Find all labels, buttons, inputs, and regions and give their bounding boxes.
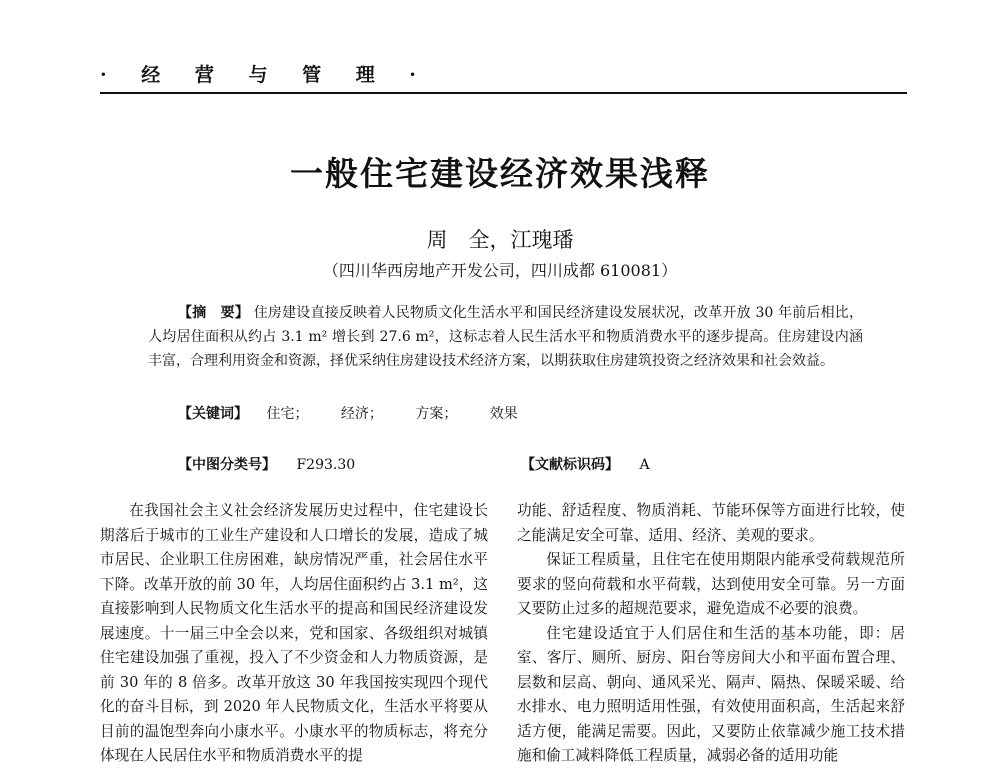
header-divider	[100, 92, 907, 94]
document-code-label: 【文献标识码】	[521, 457, 619, 473]
body-paragraph: 住宅建设适宜于人们居住和生活的基本功能，即：居室、客厅、厕所、厨房、阳台等房间大小和平面布置合理、层数和层高、朝向、通风采光、隔声、隔热、保暖采暖、给水排水、电力照明适用性强，有效使用面积高，生活起来舒适方便，能满足需要。因此，又要防止依靠减少施工技术措施和偷工减料降低工程质量，减弱必备的适用功能	[517, 624, 905, 764]
journal-section-header: · 经 营 与 管 理 ·	[100, 64, 430, 86]
body-left-column	[100, 499, 488, 769]
keyword-item: 方案；	[415, 406, 458, 422]
keywords-label: 【关键词】	[178, 406, 248, 422]
classification-label: 【中图分类号】	[178, 457, 276, 473]
keyword-item: 经济；	[340, 406, 383, 422]
keyword-item: 住宅；	[266, 406, 309, 422]
keyword-item: 效果	[489, 406, 518, 422]
abstract-text: 住房建设直接反映着人民物质文化生活水平和国民经济建设发展状况，改革开放 30 年前后相比，人均居住面积从约占 3.1 m² 增长到 27.6 m²，这标志着人民生活水平和物质消费水平的逐步提高。住房建设内涵丰富，合理利用资金和资源，择优采纳住房建设技术经济方案，以期获取住房建筑投资之经济效果和社会效益。	[148, 305, 863, 369]
body-right-column	[517, 499, 905, 769]
body-paragraph: 在我国社会主义社会经济发展历史过程中，住宅建设长期落后于城市的工业生产建设和人口增长的发展，造成了城市居民、企业职工住房困难，缺房情况严重，社会居住水平下降。改革开放的前 30 年，人均居住面积约占 3.1 m²，这直接影响到人民物质文化生活水平的提高和国民经济建设发展速度。十一届三中全会以来，党和国家、各级组织对城镇住宅建设加强了重视，投入了不少资金和人力物质资源，是前 30 年的 8 倍多。改革开放这 30 年我国按实现四个现代化的奋斗目标，到 2020 年人民物质文化，生活水平将要从目前的温饱型奔向小康水平。小康水平的物质标志，将充分体现在人民居住水平和物质消费水平的提	[100, 502, 488, 764]
document-code	[521, 454, 650, 474]
author-affiliation: （四川华西房地产开发公司，四川成都 610081）	[322, 261, 678, 280]
document-code-value: A	[639, 457, 650, 473]
body-paragraph: 保证工程质量，且住宅在使用期限内能承受荷载规范所要求的竖向荷载和水平荷载，达到使用安全可靠。另一方面又要防止过多的超规范要求，避免造成不必要的浪费。	[517, 551, 905, 617]
classification-value: F293.30	[296, 457, 356, 473]
body-paragraph: 功能、舒适程度、物质消耗、节能环保等方面进行比较，使之能满足安全可靠、适用、经济、美观的要求。	[517, 502, 905, 544]
abstract-label: 【摘 要】	[178, 305, 250, 321]
keywords	[178, 403, 532, 423]
classification-number	[178, 454, 355, 474]
article-authors: 周 全，江瑰璠	[426, 228, 574, 252]
abstract	[148, 301, 863, 373]
article-title: 一般住宅建设经济效果浅释	[290, 154, 710, 193]
